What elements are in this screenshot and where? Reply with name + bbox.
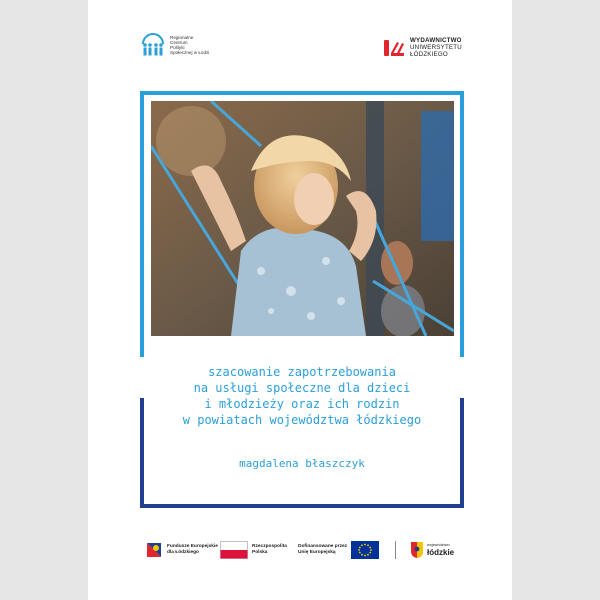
rp-text: [252, 544, 287, 555]
polish-flag-icon: [220, 541, 248, 559]
publisher-line: ŁÓDZKIEGO: [410, 51, 448, 58]
cover-page: [88, 0, 512, 600]
child-on-swing-photo: [151, 101, 454, 336]
title-line: szacowanie zapotrzebowania: [208, 365, 396, 379]
eu-text: [298, 544, 347, 555]
eu-logo: [298, 538, 379, 562]
publisher-logo: [383, 37, 462, 58]
publisher-line: WYDAWNICTWO: [410, 37, 462, 44]
title-line: na usługi społeczne dla dzieci: [193, 381, 411, 395]
rcps-logo: [140, 32, 209, 58]
rp-logo: [220, 538, 287, 562]
title-line: i młodzieży oraz ich rodzin: [204, 397, 400, 411]
funding-logos: [140, 538, 464, 562]
eu-flag-icon: [351, 541, 379, 559]
title-line: w powiatach województwa łódzkiego: [182, 413, 422, 427]
rcps-people-icon: [140, 32, 166, 58]
rcps-line: Społecznej w Łodzi: [170, 50, 210, 56]
cover-photo: [151, 101, 454, 336]
eu-line: Dofinansowane przez: [298, 544, 348, 550]
rcps-line: Polityki: [170, 45, 185, 50]
publisher-line: UNIWERSYTETU: [410, 44, 462, 51]
rcps-name: [170, 35, 209, 56]
lodzkie-crest-icon: [410, 541, 424, 559]
author-name: magdalena błaszczyk: [239, 457, 365, 470]
rcps-line: Centrum: [170, 39, 188, 45]
lodzkie-text: [427, 543, 454, 557]
rp-line: Rzeczpospolita: [252, 544, 287, 550]
fe-line: dla Łódzkiego: [167, 550, 199, 555]
eu-line: Unię Europejską: [298, 550, 336, 555]
fe-line: Fundusze Europejskie: [167, 544, 218, 550]
book-title: [140, 364, 464, 428]
rp-line: Polska: [252, 550, 268, 555]
footer-divider: [395, 541, 396, 559]
lodzkie-small: województwo: [427, 543, 450, 548]
lodzkie-big: łódzkie: [427, 547, 455, 557]
lodzkie-logo: [410, 538, 454, 562]
fe-logo: [145, 538, 218, 562]
wul-logo-icon: [383, 38, 405, 58]
rcps-line: Regionalne: [170, 34, 194, 40]
fe-text: [167, 544, 218, 555]
fundusze-europejskie-icon: [145, 541, 163, 559]
publisher-name: [410, 37, 462, 58]
